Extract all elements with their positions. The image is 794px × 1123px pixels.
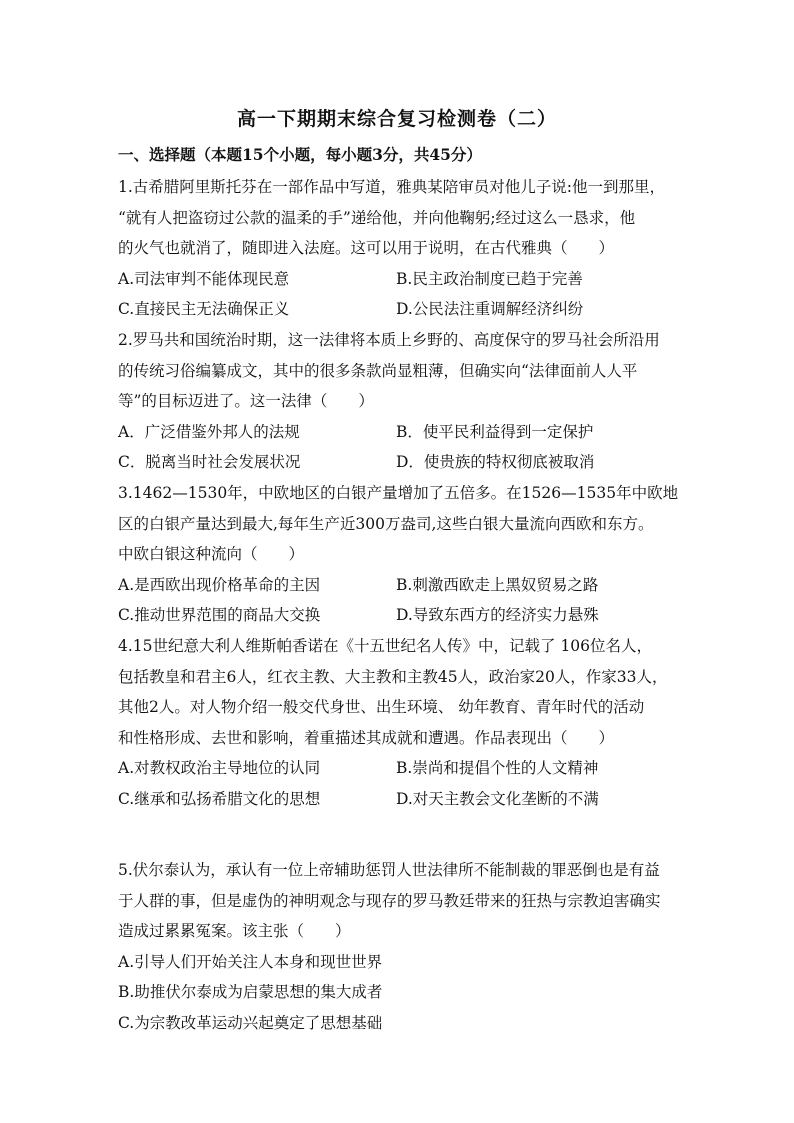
- question-5: [118, 855, 688, 1038]
- options-row: [118, 447, 688, 478]
- option-a: A.引导人们开始关注人本身和现世世界: [118, 952, 383, 971]
- option-b: B．使平民利益得到一定保护: [396, 422, 594, 441]
- options-row: [118, 264, 688, 295]
- section-heading: 一、选择题（本题15个小题，每小题3分，共45分）: [118, 145, 482, 164]
- question-text-line: 中欧白银这种流向（ ）: [118, 545, 305, 563]
- option-b: B.助推伏尔泰成为启蒙思想的集大成者: [118, 983, 383, 1001]
- question-text-line: 1.古希腊阿里斯托芬在一部作品中写道，雅典某陪审员对他儿子说:他一到那里，: [118, 178, 666, 196]
- options-row: [118, 417, 688, 448]
- option-a: A.对教权政治主导地位的认同: [118, 759, 321, 777]
- option-a: A．广泛借鉴外邦人的法规: [118, 422, 300, 441]
- option-c: C.为宗教改革运动兴起奠定了思想基础: [118, 1013, 383, 1032]
- option-c: C.推动世界范围的商品大交换: [118, 606, 321, 624]
- option-b: B.崇尚和提倡个性的人文精神: [396, 759, 599, 777]
- option-d: D.对天主教会文化垄断的不满: [396, 789, 599, 808]
- question-4: [118, 631, 688, 814]
- options-row: [118, 600, 688, 631]
- option-d: D.公民法注重调解经济纠纷: [396, 300, 584, 318]
- options-row: [118, 784, 688, 815]
- option-c: C.继承和弘扬希腊文化的思想: [118, 789, 321, 808]
- question-text-line: 的传统习俗编纂成文，其中的很多条款尚显粗薄，但确实向“法律面前人人平: [118, 361, 638, 380]
- question-text-line: 4.15世纪意大利人维斯帕香诺在《十五世纪名人传》中，记载了 106位名人，: [118, 637, 653, 655]
- option-b: B.民主政治制度已趋于完善: [396, 269, 583, 288]
- question-text-line: 区的白银产量达到最大,每年生产近300万盎司,这些白银大量流向西欧和东方。: [118, 514, 654, 533]
- option-c: C.直接民主无法确保正义: [118, 300, 290, 318]
- options-row: [118, 753, 688, 784]
- question-text-line: 和性格形成、去世和影响，着重描述其成就和遭遇。作品表现出（ ）: [118, 728, 615, 747]
- question-3: [118, 478, 688, 631]
- question-text-line: 3.1462—1530年，中欧地区的白银产量增加了五倍多。在1526—1535年中欧地: [118, 484, 679, 502]
- question-text-line: 的火气也就消了，随即进入法庭。这可以用于说明，在古代雅典（ ）: [118, 239, 615, 257]
- question-1: [118, 172, 688, 325]
- option-d: D.导致东西方的经济实力悬殊: [396, 606, 599, 624]
- question-text-line: 造成过累累冤案。该主张（ ）: [118, 922, 351, 940]
- option-a: A.是西欧出现价格革命的主因: [118, 575, 321, 594]
- question-text-line: “就有人把盗窃过公款的温柔的手”递给他，并向他鞠躬;经过这么一恳求，他: [118, 208, 636, 227]
- question-2: [118, 325, 688, 478]
- question-text-line: 其他2人。对人物介绍一般交代身世、出生环境、 幼年教育、青年时代的活动: [118, 698, 645, 716]
- question-text-line: 包括教皇和君主6人，红衣主教、大主教和主教45人，政治家20人，作家33人，: [118, 667, 668, 686]
- option-c: C．脱离当时社会发展状况: [118, 453, 301, 471]
- question-text-line: 5.伏尔泰认为，承认有一位上帝辅助惩罚人世法律所不能制裁的罪恶倒也是有益: [118, 861, 660, 879]
- option-a: A.司法审判不能体现民意: [118, 269, 290, 288]
- exam-title: 高一下期期末综合复习检测卷（二）: [236, 108, 557, 130]
- question-text-line: 2.罗马共和国统治时期，这一法律将本质上乡野的、高度保守的罗马社会所沿用: [118, 331, 660, 349]
- options-row: [118, 294, 688, 325]
- option-d: D．使贵族的特权彻底被取消: [396, 453, 595, 471]
- option-b: B.刺激西欧走上黑奴贸易之路: [396, 575, 599, 594]
- options-row: [118, 570, 688, 601]
- question-text-line: 于人群的事，但是虚伪的神明观念与现存的罗马教廷带来的狂热与宗教迫害确实: [118, 891, 661, 910]
- question-text-line: 等”的目标迈进了。这一法律（ ）: [118, 392, 374, 410]
